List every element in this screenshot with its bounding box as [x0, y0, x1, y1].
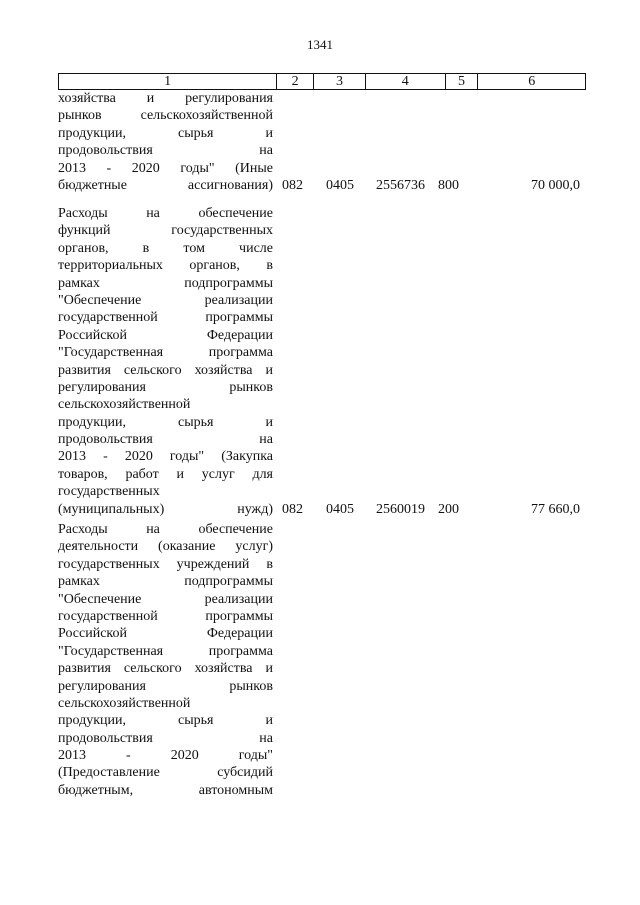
description-line: сельскохозяйственной — [58, 695, 191, 711]
description-line: сельскохозяйственной — [58, 397, 191, 413]
description-line: государственных учреждений в — [58, 556, 273, 572]
description-line: функций государственных — [58, 223, 273, 239]
header-col-6: 6 — [528, 74, 536, 89]
description-line: Расходы на обеспечение — [58, 206, 273, 221]
table-row — [58, 90, 586, 194]
amount-value: 77 660,0 — [531, 501, 580, 517]
description-line: органов, в том числе — [58, 240, 273, 256]
description-line: продукции, сырья и — [58, 713, 273, 729]
header-col-1: 1 — [59, 74, 277, 89]
description-line: хозяйства и регулирования — [58, 91, 273, 106]
description-line: рынков сельскохозяйственной — [58, 108, 273, 124]
row-description — [58, 521, 273, 799]
description-line: рамках подпрограммы — [58, 275, 273, 291]
header-col-5: 5 — [446, 74, 479, 89]
section-code: 0405 — [326, 501, 354, 517]
description-line: продовольствия на — [58, 143, 273, 159]
description-line: товаров, работ и услуг для — [58, 466, 273, 482]
row-description — [58, 205, 273, 518]
header-col-4: 4 — [366, 74, 446, 89]
description-line: государственной программы — [58, 608, 273, 624]
description-line: продовольствия на — [58, 432, 273, 448]
table-row — [58, 205, 586, 518]
description-line: развития сельского хозяйства и — [58, 661, 273, 677]
description-line: государственных — [58, 484, 160, 500]
header-col-2: 2 — [277, 74, 314, 89]
description-line: Российской Федерации — [58, 626, 273, 642]
description-line: 2013 - 2020 годы" (Иные — [58, 160, 273, 176]
description-line: регулирования рынков — [58, 678, 273, 694]
header-col-3: 3 — [314, 74, 366, 89]
target-article-code: 2556736 — [376, 178, 425, 193]
description-line: "Обеспечение реализации — [58, 292, 273, 308]
admin-code: 082 — [282, 178, 303, 193]
page-number: 1341 — [307, 37, 333, 52]
target-article-code: 2560019 — [376, 501, 425, 517]
description-line: бюджетные ассигнования) — [58, 177, 273, 193]
description-line: (Предоставление субсидий — [58, 765, 273, 781]
description-line: 2013 - 2020 годы" (Закупка — [58, 449, 273, 465]
description-line: государственной программы — [58, 310, 273, 326]
description-line: Российской Федерации — [58, 327, 273, 343]
description-line: деятельности (оказание услуг) — [58, 539, 273, 555]
description-line: бюджетным, автономным — [58, 782, 273, 798]
description-line: 2013 - 2020 годы" — [58, 748, 273, 764]
description-line: рамках подпрограммы — [58, 574, 273, 590]
description-line: продовольствия на — [58, 730, 273, 746]
table-row — [58, 521, 586, 799]
description-line: регулирования рынков — [58, 379, 273, 395]
description-line: "Обеспечение реализации — [58, 591, 273, 607]
table-header — [58, 73, 586, 90]
expense-type-code: 800 — [438, 178, 459, 193]
description-line: "Государственная программа — [58, 643, 273, 659]
admin-code: 082 — [282, 501, 303, 517]
amount-value: 70 000,0 — [531, 178, 580, 193]
description-line: продукции, сырья и — [58, 414, 273, 430]
section-code: 0405 — [326, 178, 354, 193]
description-line: продукции, сырья и — [58, 125, 273, 141]
description-line: (муниципальных) нужд) — [58, 501, 273, 517]
description-line: развития сельского хозяйства и — [58, 362, 273, 378]
description-line: территориальных органов, в — [58, 258, 273, 274]
description-line: Расходы на обеспечение — [58, 522, 273, 537]
description-line: "Государственная программа — [58, 345, 273, 361]
row-description — [58, 90, 273, 194]
expense-type-code: 200 — [438, 501, 459, 517]
